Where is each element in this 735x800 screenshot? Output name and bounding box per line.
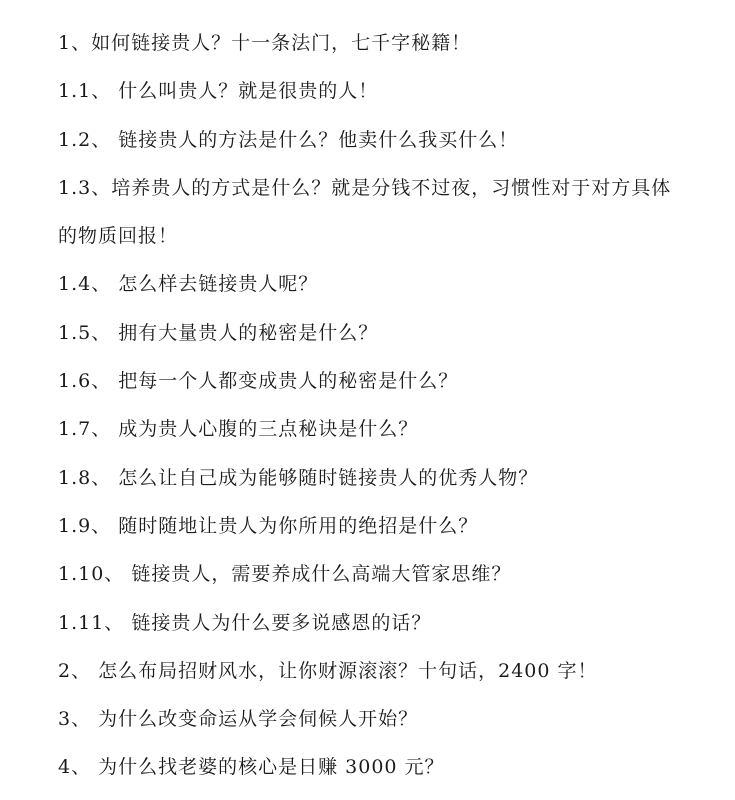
item-1-7: 1.7、 成为贵人心腹的三点秘诀是什么？ — [58, 418, 419, 441]
item-1-9: 1.9、 随时随地让贵人为你所用的绝招是什么？ — [58, 514, 479, 537]
item-1-4: 1.4、 怎么样去链接贵人呢？ — [58, 273, 319, 296]
item-1-11: 1.11、 链接贵人为什么要多说感恩的话？ — [58, 611, 432, 634]
item-1-2: 1.2、 链接贵人的方法是什么？他卖什么我买什么！ — [58, 128, 519, 151]
heading-4: 4、 为什么找老婆的核心是日赚 3000 元？ — [58, 756, 445, 779]
item-1-8: 1.8、 怎么让自己成为能够随时链接贵人的优秀人物？ — [58, 466, 539, 489]
item-1-3-continued: 的物质回报！ — [58, 225, 179, 248]
item-1-6: 1.6、 把每一个人都变成贵人的秘密是什么？ — [58, 370, 459, 393]
item-1-3: 1.3、培养贵人的方式是什么？就是分钱不过夜，习惯性对于对方具体 — [58, 176, 672, 199]
item-1-5: 1.5、 拥有大量贵人的秘密是什么？ — [58, 321, 379, 344]
heading-1: 1、如何链接贵人？十一条法门，七千字秘籍！ — [58, 32, 472, 54]
heading-3: 3、 为什么改变命运从学会伺候人开始？ — [58, 708, 419, 731]
heading-2: 2、 怎么布局招财风水，让你财源滚滚？十句话，2400 字！ — [58, 659, 598, 682]
item-1-10: 1.10、 链接贵人，需要养成什么高端大管家思维？ — [58, 563, 512, 586]
item-1-1: 1.1、 什么叫贵人？就是很贵的人！ — [58, 80, 379, 103]
document-body — [58, 24, 718, 797]
